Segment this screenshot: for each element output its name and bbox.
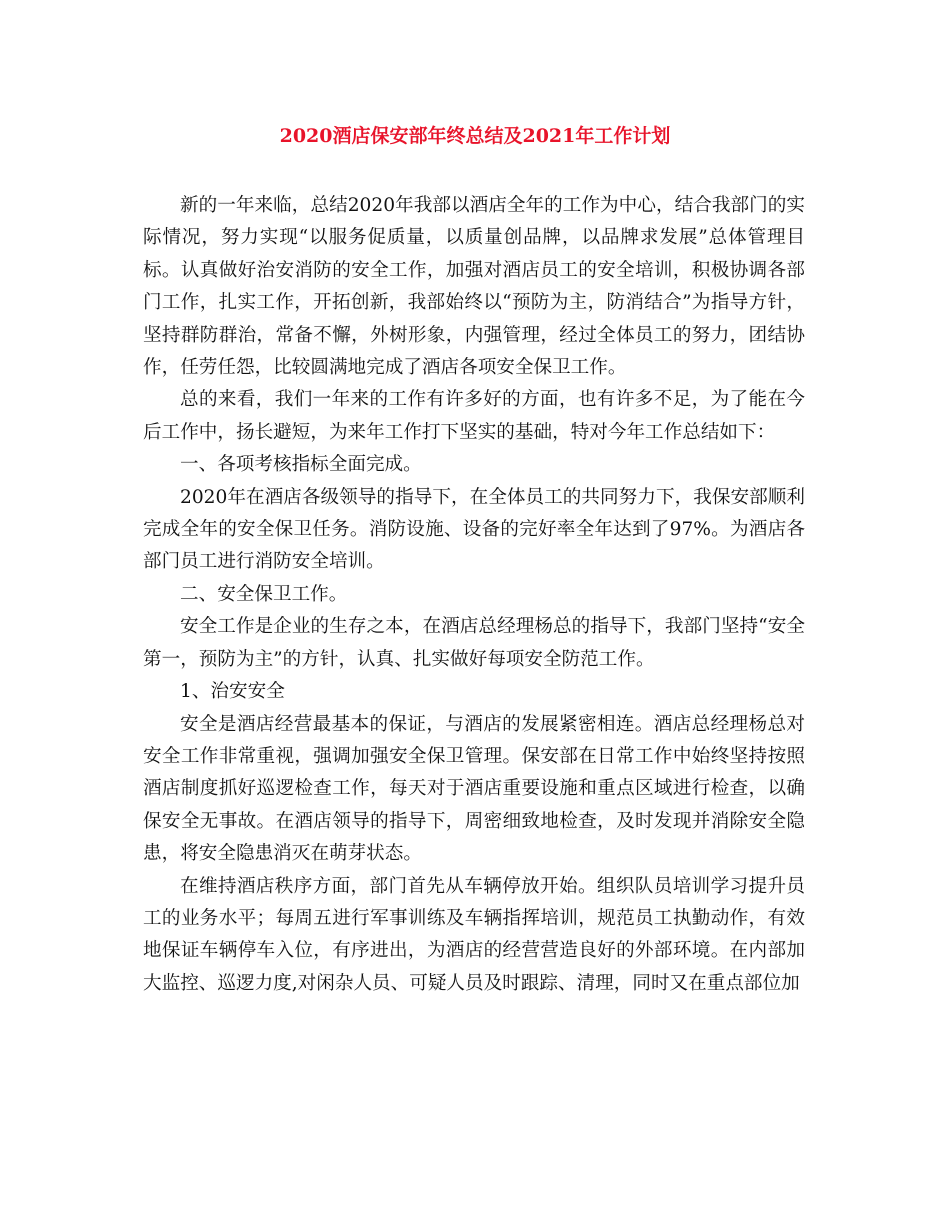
paragraph: 总的来看，我们一年来的工作有许多好的方面，也有许多不足，为了能在今后工作中，扬长避短，为来年工作打下坚实的基础，特对今年工作总结如下：	[143, 389, 805, 443]
paragraph: 安全是酒店经营最基本的保证，与酒店的发展紧密相连。酒店总经理杨总对安全工作非常重视，强调加强安全保卫管理。保安部在日常工作中始终坚持按照酒店制度抓好巡逻检查工作，每天对于酒店重要设施和重点区域进行检查，以确保安全无事故。在酒店领导的指导下，周密细致地检查，及时发现并消除安全隐患，将安全隐患消灭在萌芽状态。	[143, 713, 805, 865]
section-heading: 二、安全保卫工作。	[180, 583, 348, 605]
paragraph: 2020年在酒店各级领导的指导下，在全体员工的共同努力下，我保安部顺利完成全年的安全保卫任务。消防设施、设备的完好率全年达到了97%。为酒店各部门员工进行消防安全培训。	[143, 486, 805, 573]
paragraph: 在维持酒店秩序方面，部门首先从车辆停放开始。组织队员培训学习提升员工的业务水平；每周五进行军事训练及车辆指挥培训，规范员工执勤动作，有效地保证车辆停车入位，有序进出，为酒店的经营营造良好的外部环境。在内部加大监控、巡逻力度,对闲杂人员、可疑人员及时跟踪、清理，同时又在重点部位加	[143, 875, 805, 994]
document-body	[143, 190, 805, 1000]
subsection-heading: 1、治安安全	[180, 681, 285, 703]
section-heading: 一、各项考核指标全面完成。	[180, 454, 422, 476]
paragraph: 安全工作是企业的生存之本，在酒店总经理杨总的指导下，我部门坚持“安全第一，预防为主”的方针，认真、扎实做好每项安全防范工作。	[143, 616, 805, 670]
paragraph: 新的一年来临，总结2020年我部以酒店全年的工作为中心，结合我部门的实际情况，努力实现“以服务促质量，以质量创品牌，以品牌求发展”总体管理目标。认真做好治安消防的安全工作，加强对酒店员工的安全培训，积极协调各部门工作，扎实工作，开拓创新，我部始终以“预防为主，防消结合”为指导方针，坚持群防群治，常备不懈，外树形象，内强管理，经过全体员工的努力，团结协作，任劳任怨，比较圆满地完成了酒店各项安全保卫工作。	[143, 195, 805, 379]
document-title: 2020酒店保安部年终总结及2021年工作计划	[279, 125, 671, 147]
